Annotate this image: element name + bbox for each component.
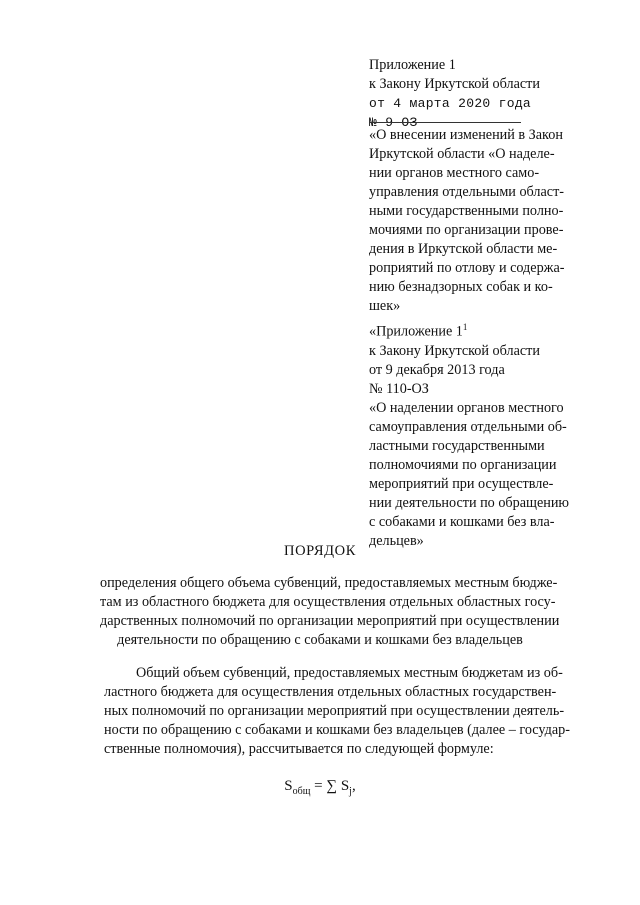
formula: [0, 778, 640, 797]
desc-line: полномочиями по организации: [369, 456, 557, 473]
paragraph-line: ности по обращению с собаками и кошками без владельцев (далее – государ-: [104, 722, 570, 738]
appendix-date-stamp: от 4 марта 2020 года: [369, 96, 532, 111]
desc-line: Иркутской области «О наделе-: [369, 146, 555, 162]
desc-line: нии органов местного само-: [369, 165, 540, 181]
desc-line: дельцев»: [369, 532, 424, 549]
appendix-header-desc: [369, 126, 565, 316]
appendix-date: от 9 декабря 2013 года: [369, 361, 505, 378]
appendix-number-stamp: № 9-ОЗ: [369, 115, 418, 130]
subtitle-line: там из областного бюджета для осуществления отдельных областных госу-: [100, 594, 556, 610]
desc-line: шек»: [369, 298, 401, 314]
desc-line: нию безнадзорных собак и ко-: [369, 279, 553, 295]
desc-line: дения в Иркутской области ме-: [369, 241, 558, 257]
document-title: ПОРЯДОК: [284, 543, 356, 559]
appendix-law: к Закону Иркутской области: [369, 342, 540, 359]
appendix-title-superscript: 1: [462, 322, 468, 332]
appendix-title: «Приложение $1^1$: [369, 322, 468, 340]
formula-operator: = ∑ S: [310, 778, 350, 794]
appendix-title: Приложение 1: [369, 57, 456, 73]
formula-rhs-subscript: j: [349, 786, 352, 797]
appendix-law: к Закону Иркутской области: [369, 76, 540, 92]
body-paragraph: [104, 664, 570, 759]
desc-line: нии деятельности по обращению: [369, 494, 570, 511]
subtitle-line: деятельности по обращению с собаками и кошками без владельцев: [117, 632, 523, 648]
desc-line: управления отдельными област-: [369, 184, 565, 200]
desc-line: «О наделении органов местного: [369, 399, 564, 416]
paragraph-line: Общий объем субвенций, предоставляемых местным бюджетам из об-: [136, 665, 563, 681]
appendix-header-current: [369, 56, 540, 132]
desc-line: мочиями по организации прове-: [369, 222, 564, 238]
desc-line: самоуправления отдельными об-: [369, 418, 567, 435]
paragraph-line: ственные полномочия), рассчитывается по следующей формуле:: [104, 741, 494, 757]
appendix-header-original: [369, 318, 569, 551]
desc-line: ными государственными полно-: [369, 203, 564, 219]
desc-line: ластными государственными: [369, 437, 545, 454]
desc-line: роприятий по отлову и содержа-: [369, 260, 565, 276]
desc-line: с собаками и кошками без вла-: [369, 513, 555, 530]
appendix-number: № 110-ОЗ: [369, 380, 429, 397]
subtitle-line: дарственных полномочий по организации мероприятий при осуществлении: [100, 613, 560, 629]
subtitle-line: определения общего объема субвенций, предоставляемых местным бюдже-: [100, 575, 558, 591]
desc-line: «О внесении изменений в Закон: [369, 127, 563, 143]
formula-lhs-subscript: общ: [292, 786, 311, 797]
paragraph-line: ластного бюджета для осуществления отдельных областных государствен-: [104, 684, 557, 700]
paragraph-line: ных полномочий по организации мероприятий при осуществлении деятель-: [104, 703, 565, 719]
formula-lhs: S: [284, 778, 293, 794]
document-subtitle: [100, 574, 560, 650]
desc-line: мероприятий при осуществле-: [369, 475, 554, 492]
formula-tail: ,: [351, 778, 356, 794]
header-divider: [369, 122, 521, 123]
